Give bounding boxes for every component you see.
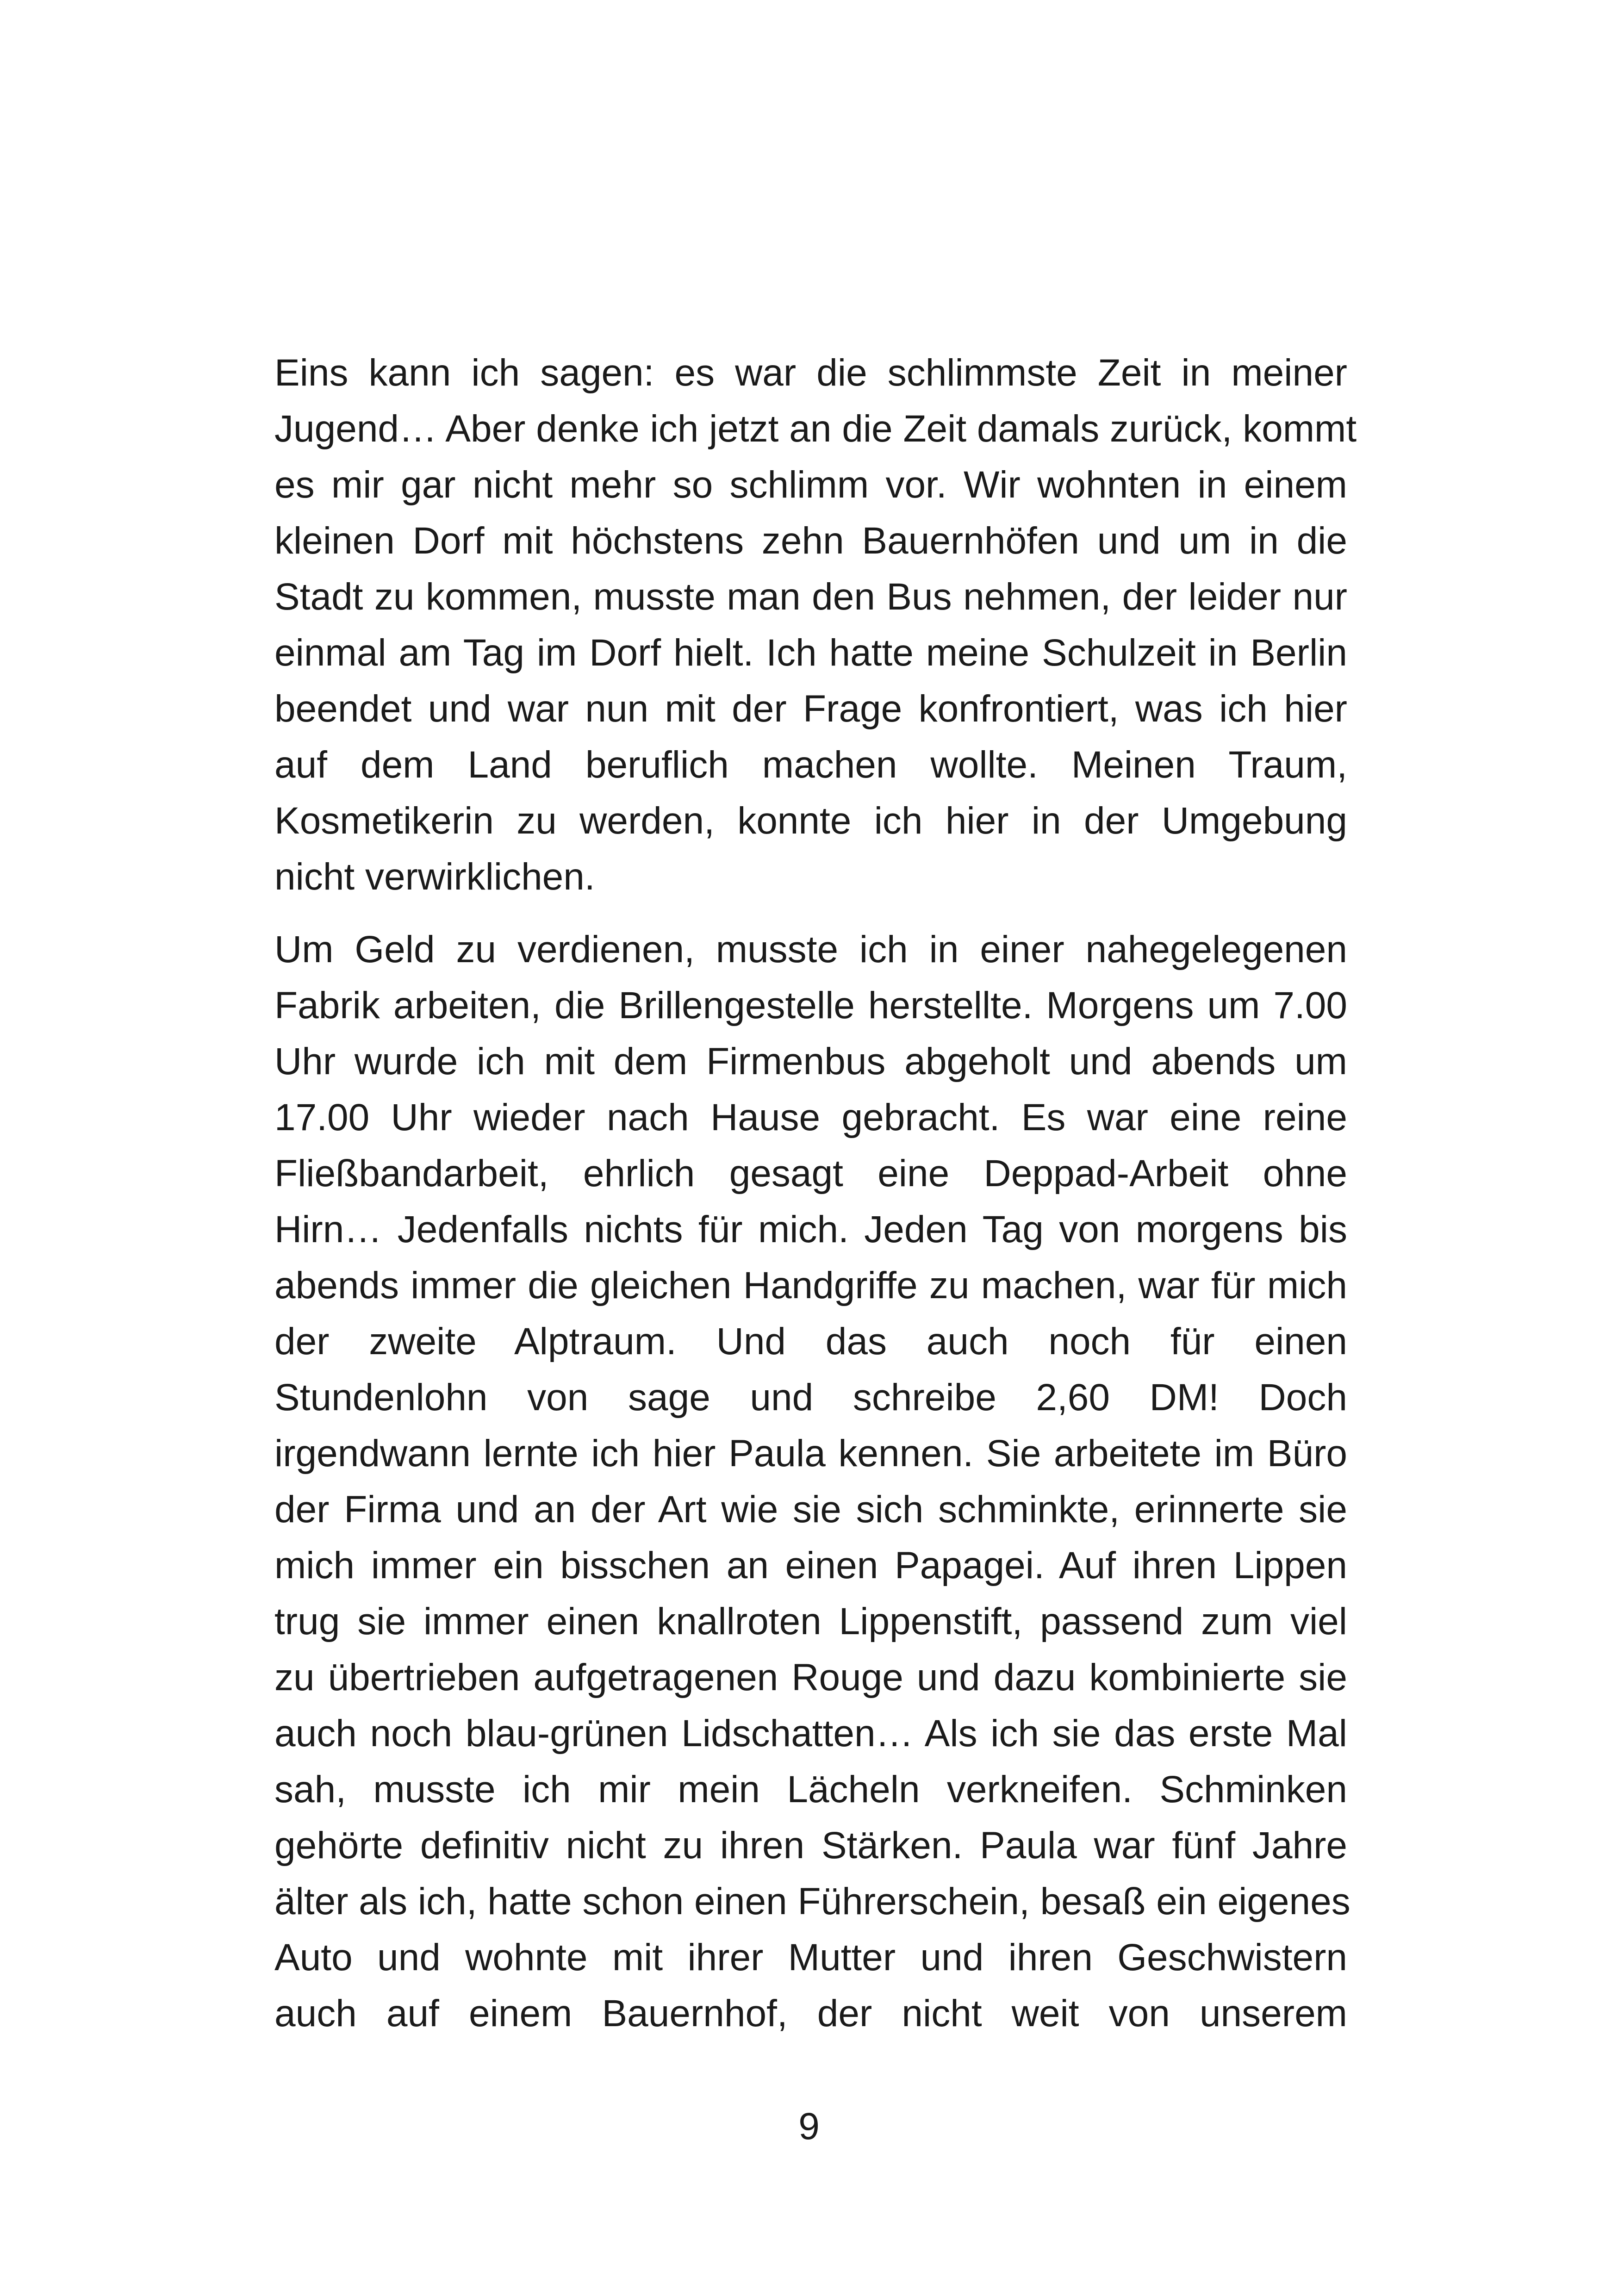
text-line: Hirn… Jedenfalls nichts für mich. Jeden Tag von morgens bis [274,1208,1347,1251]
text-line: Uhr wurde ich mit dem Firmenbus abgeholt und abends um [274,1040,1347,1083]
text-line: sah, musste ich mir mein Lächeln verkneifen. Schminken [274,1768,1347,1811]
paragraph-1 [274,345,1357,905]
text-line: auf dem Land beruflich machen wollte. Meinen Traum, [274,744,1347,786]
text-line: mich immer ein bisschen an einen Papagei. Auf ihren Lippen [274,1544,1347,1587]
text-line: nicht verwirklichen. [274,856,595,898]
text-line: es mir gar nicht mehr so schlimm vor. Wir wohnten in einem [274,464,1347,506]
body-text [274,345,1357,2041]
paragraph-2 [274,921,1350,2041]
text-line: trug sie immer einen knallroten Lippenstift, passend zum viel [274,1600,1347,1643]
text-line: Kosmetikerin zu werden, konnte ich hier in der Umgebung [274,800,1347,842]
text-line: älter als ich, hatte schon einen Führerschein, besaß ein eigenes [274,1880,1350,1923]
text-line: Eins kann ich sagen: es war die schlimmste Zeit in meiner [274,352,1347,394]
page-number: 9 [798,2105,820,2147]
text-line: kleinen Dorf mit höchstens zehn Bauernhöfen und um in die [274,520,1347,562]
text-line: 17.00 Uhr wieder nach Hause gebracht. Es war eine reine [274,1096,1347,1139]
text-line: Stundenlohn von sage und schreibe 2,60 DM! Doch [274,1376,1347,1419]
text-line: gehörte definitiv nicht zu ihren Stärken. Paula war fünf Jahre [274,1824,1347,1867]
text-line: Fließbandarbeit, ehrlich gesagt eine Deppad-Arbeit ohne [274,1152,1347,1195]
text-line: Auto und wohnte mit ihrer Mutter und ihren Geschwistern [274,1936,1347,1979]
text-line: irgendwann lernte ich hier Paula kennen. Sie arbeitete im Büro [274,1432,1347,1475]
text-line: beendet und war nun mit der Frage konfrontiert, was ich hier [274,688,1347,730]
text-line: Jugend… Aber denke ich jetzt an die Zeit damals zurück, kommt [274,408,1357,450]
text-line: Um Geld zu verdienen, musste ich in einer nahegelegenen [274,928,1347,971]
text-line: Fabrik arbeiten, die Brillengestelle herstellte. Morgens um 7.00 [274,984,1347,1027]
text-line: zu übertrieben aufgetragenen Rouge und dazu kombinierte sie [274,1656,1347,1699]
text-line: auch auf einem Bauernhof, der nicht weit von unserem [274,1992,1347,2035]
text-line: abends immer die gleichen Handgriffe zu machen, war für mich [274,1264,1347,1307]
text-line: auch noch blau-grünen Lidschatten… Als ich sie das erste Mal [274,1712,1347,1755]
text-line: Stadt zu kommen, musste man den Bus nehmen, der leider nur [274,576,1347,618]
text-line: der zweite Alptraum. Und das auch noch für einen [274,1320,1347,1363]
text-line: der Firma und an der Art wie sie sich schminkte, erinnerte sie [274,1488,1347,1531]
text-line: einmal am Tag im Dorf hielt. Ich hatte meine Schulzeit in Berlin [274,632,1347,674]
